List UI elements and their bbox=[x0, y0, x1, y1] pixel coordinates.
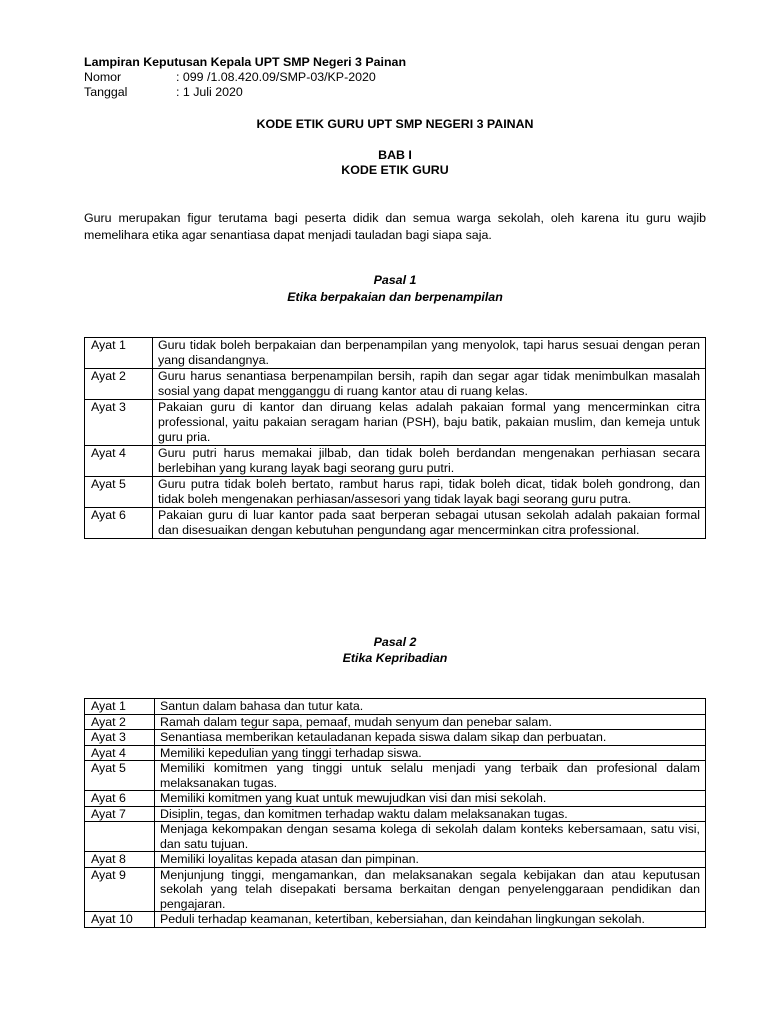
ayat-text: Menjunjung tinggi, mengamankan, dan melaksanakan segala kebijakan dan atau keputusan sekolah yang telah disepakati bersama berkaitan dengan penyelenggaraan pendidikan dan pengajaran. bbox=[155, 867, 706, 912]
ayat-text: Peduli terhadap keamanan, ketertiban, kebersiahan, dan keindahan lingkungan sekolah. bbox=[155, 912, 706, 928]
doc-title: KODE ETIK GURU UPT SMP NEGERI 3 PAINAN bbox=[256, 117, 534, 131]
pasal2-title: Pasal 2 bbox=[373, 635, 417, 649]
ayat-label: Ayat 3 bbox=[85, 730, 155, 746]
ayat-label: Ayat 6 bbox=[85, 508, 153, 539]
ayat-text: Guru tidak boleh berpakaian dan berpenampilan yang menyolok, tapi harus sesuai dengan peran yang disandangnya. bbox=[153, 338, 706, 369]
header-title: Lampiran Keputusan Kepala UPT SMP Negeri 3 Painan bbox=[84, 55, 407, 69]
table-row bbox=[85, 477, 706, 508]
header-nomor-row bbox=[84, 70, 406, 85]
table-row bbox=[85, 912, 706, 928]
table-row bbox=[85, 714, 706, 730]
table-row bbox=[85, 699, 706, 715]
pasal1-table bbox=[84, 337, 706, 539]
ayat-label: Ayat 5 bbox=[85, 761, 155, 791]
pasal2-subtitle: Etika Kepribadian bbox=[342, 651, 448, 665]
ayat-label: Ayat 3 bbox=[85, 400, 153, 446]
document-header bbox=[84, 55, 406, 100]
ayat-label: Ayat 1 bbox=[85, 338, 153, 369]
table-row bbox=[85, 745, 706, 761]
table-row bbox=[85, 822, 706, 852]
tanggal-value: : 1 Juli 2020 bbox=[176, 85, 243, 99]
ayat-text: Guru harus senantiasa berpenampilan bersih, rapih dan segar agar tidak menimbulkan masalah sosial yang dapat mengganggu di ruang kantor atau di ruang kelas. bbox=[153, 369, 706, 400]
table-row bbox=[85, 867, 706, 912]
bab-title: KODE ETIK GURU bbox=[341, 163, 449, 177]
ayat-label: Ayat 10 bbox=[85, 912, 155, 928]
ayat-text: Pakaian guru di kantor dan diruang kelas adalah pakaian formal yang mencerminkan citra professional, yaitu pakaian seragam harian (PSH), baju batik, pakaian muslim, dan kemeja untuk guru pria. bbox=[153, 400, 706, 446]
table-row bbox=[85, 400, 706, 446]
ayat-label: Ayat 6 bbox=[85, 791, 155, 807]
ayat-label: Ayat 8 bbox=[85, 852, 155, 868]
bab-number: BAB I bbox=[378, 148, 412, 162]
ayat-text: Santun dalam bahasa dan tutur kata. bbox=[155, 699, 706, 715]
table-row bbox=[85, 852, 706, 868]
intro-paragraph: Guru merupakan figur terutama bagi peserta didik dan semua warga sekolah, oleh karena itu guru wajib memelihara etika agar senantiasa dapat menjadi tauladan bagi siapa saja. bbox=[84, 211, 706, 242]
table-row bbox=[85, 791, 706, 807]
nomor-label: Nomor bbox=[84, 70, 122, 84]
tanggal-label: Tanggal bbox=[84, 85, 128, 99]
pasal1-title: Pasal 1 bbox=[373, 273, 417, 287]
ayat-label: Ayat 4 bbox=[85, 446, 153, 477]
table-row bbox=[85, 806, 706, 822]
ayat-text: Menjaga kekompakan dengan sesama kolega di sekolah dalam konteks kebersamaan, satu visi, dan satu tujuan. bbox=[155, 822, 706, 852]
ayat-text: Memiliki kepedulian yang tinggi terhadap siswa. bbox=[155, 745, 706, 761]
ayat-label: Ayat 7 bbox=[85, 806, 155, 822]
header-tanggal-row bbox=[84, 85, 406, 100]
table-row bbox=[85, 730, 706, 746]
ayat-text: Guru putri harus memakai jilbab, dan tidak boleh berdandan mengenakan perhiasan secara berlebihan yang kurang layak bagi seorang guru putri. bbox=[153, 446, 706, 477]
table-row bbox=[85, 508, 706, 539]
ayat-label: Ayat 4 bbox=[85, 745, 155, 761]
ayat-text: Disiplin, tegas, dan komitmen terhadap waktu dalam melaksanakan tugas. bbox=[155, 806, 706, 822]
pasal2-table bbox=[84, 698, 706, 928]
pasal1-subtitle: Etika berpakaian dan berpenampilan bbox=[287, 290, 503, 304]
ayat-label bbox=[85, 822, 155, 852]
table-row bbox=[85, 369, 706, 400]
ayat-text: Memiliki komitmen yang tinggi untuk selalu menjadi yang terbaik dan profesional dalam melaksanakan tugas. bbox=[155, 761, 706, 791]
ayat-text: Ramah dalam tegur sapa, pemaaf, mudah senyum dan penebar salam. bbox=[155, 714, 706, 730]
ayat-text: Memiliki komitmen yang kuat untuk mewujudkan visi dan misi sekolah. bbox=[155, 791, 706, 807]
table-row bbox=[85, 338, 706, 369]
ayat-label: Ayat 2 bbox=[85, 714, 155, 730]
nomor-value: : 099 /1.08.420.09/SMP-03/KP-2020 bbox=[176, 70, 376, 84]
ayat-text: Memiliki loyalitas kepada atasan dan pimpinan. bbox=[155, 852, 706, 868]
ayat-label: Ayat 1 bbox=[85, 699, 155, 715]
ayat-text: Guru putra tidak boleh bertato, rambut harus rapi, tidak boleh dicat, tidak boleh gondrong, dan tidak boleh mengenakan perhiasan/assesori yang tidak layak bagi seorang guru putra. bbox=[153, 477, 706, 508]
ayat-label: Ayat 2 bbox=[85, 369, 153, 400]
table-row bbox=[85, 446, 706, 477]
table-row bbox=[85, 761, 706, 791]
ayat-text: Pakaian guru di luar kantor pada saat berperan sebagai utusan sekolah adalah pakaian formal dan disesuaikan dengan kebutuhan pengundang agar mencerminkan citra professional. bbox=[153, 508, 706, 539]
ayat-label: Ayat 5 bbox=[85, 477, 153, 508]
ayat-text: Senantiasa memberikan ketauladanan kepada siswa dalam sikap dan perbuatan. bbox=[155, 730, 706, 746]
ayat-label: Ayat 9 bbox=[85, 867, 155, 912]
